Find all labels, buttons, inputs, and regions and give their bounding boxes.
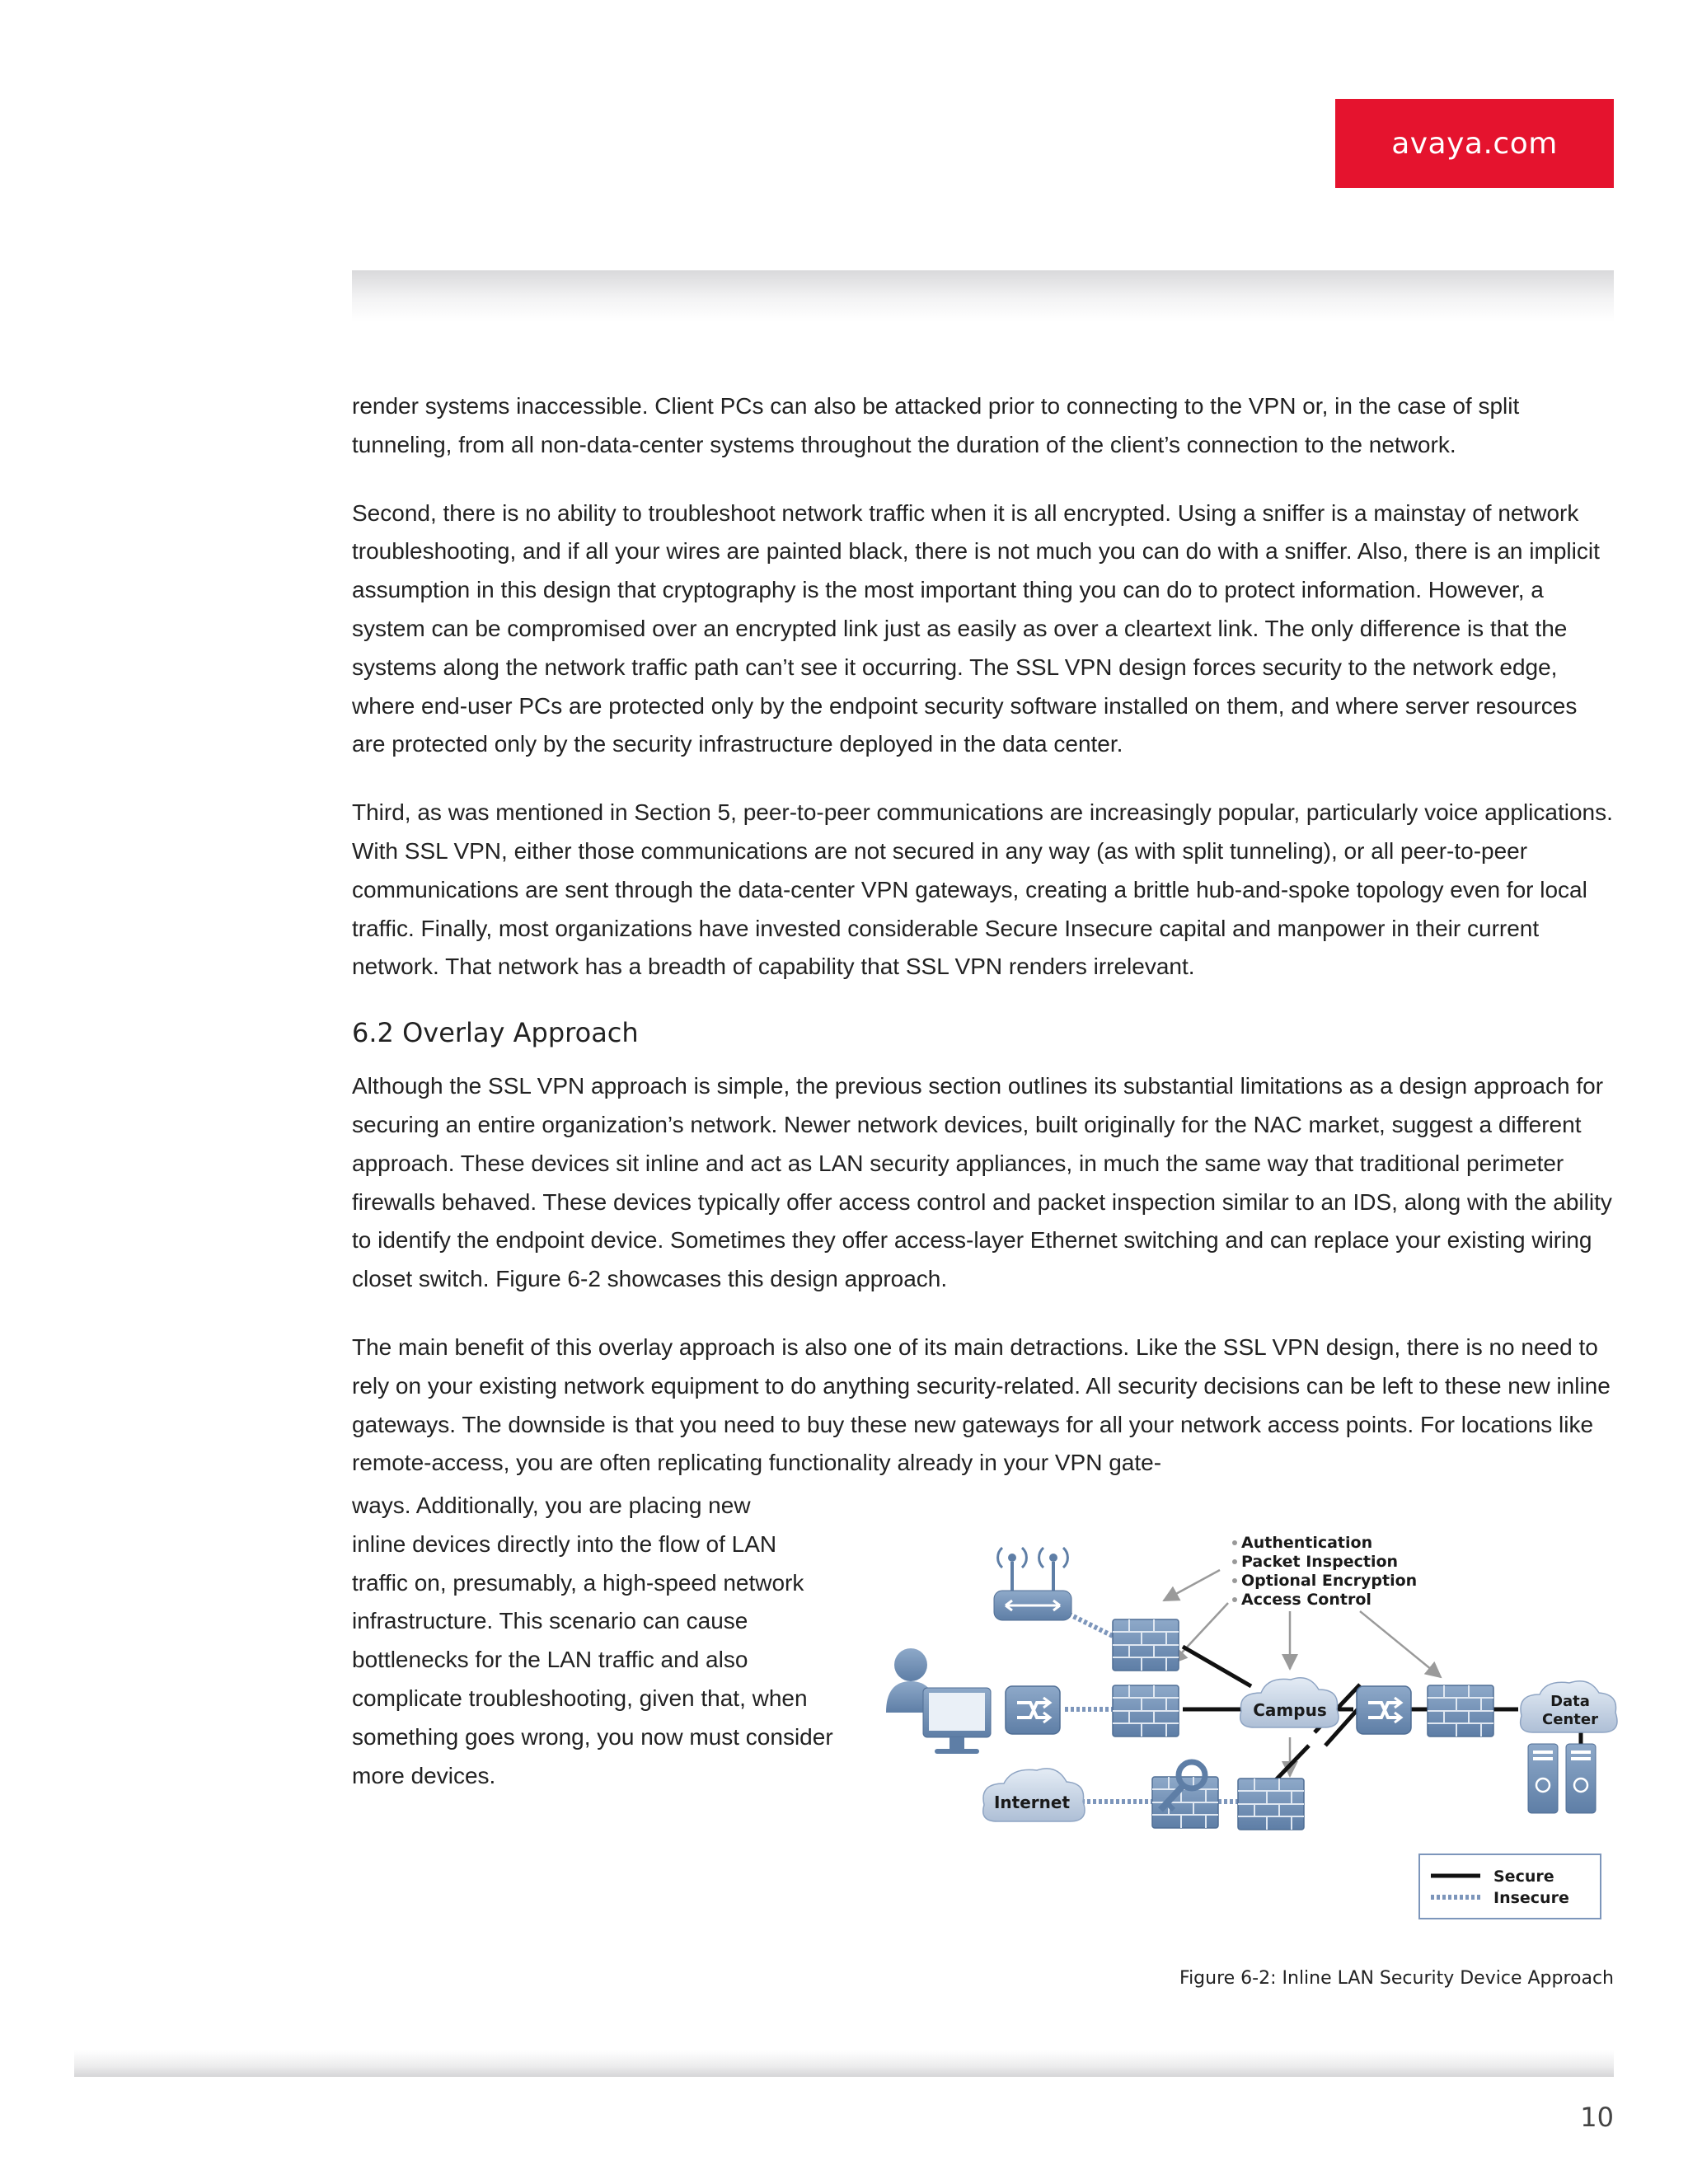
brand-label: avaya.com <box>1391 126 1558 161</box>
legend-insecure-label: Insecure <box>1493 1889 1569 1907</box>
legend <box>1419 1854 1601 1919</box>
main-text <box>352 387 1614 1483</box>
text-line: more devices. <box>352 1762 496 1788</box>
page-number: 10 <box>1580 2102 1614 2133</box>
header-band <box>352 270 1614 321</box>
paragraph: render systems inaccessible. Client PCs can also be attacked prior to connecting to the VPN or, in the case of split tunneling, from all non-data-center systems throughout the duration of the client’s connection to the network. <box>352 393 1520 457</box>
paragraph: Third, as was mentioned in Section 5, peer-to-peer communications are increasingly popular, particularly voice applications. With SSL VPN, either those communications are not secured in any way (as with split tunneling), or all peer-to-peer communications are sent through the data-center VPN gateways, creating a brittle hub-and-spoke topology even for local traffic. Finally, most organizations have invested considerable Secure Insecure capital and manpower in their current network. That network has a breadth of capability that SSL VPN renders irrelevant. <box>352 799 1613 980</box>
feature-label: Authentication <box>1241 1534 1373 1552</box>
network-diagram <box>874 1525 1624 1937</box>
wrapped-paragraph <box>352 1487 879 1795</box>
footer-band <box>74 2050 1614 2077</box>
text-line: something goes wrong, you now must consider <box>352 1723 833 1750</box>
internet-cloud <box>983 1769 1085 1821</box>
vpn-firewall-icon <box>1152 1762 1218 1828</box>
feature-label: Packet Inspection <box>1241 1553 1399 1571</box>
text-line: bottlenecks for the LAN traffic and also <box>352 1647 748 1673</box>
server-icon <box>1566 1744 1596 1813</box>
paragraph: Second, there is no ability to troubleshoot network traffic when it is all encrypted. Using a sniffer is a mainstay of network troubleshooting, and if all your wires are painted black, there is not much you can do with a sniffer. Also, there is an implicit assumption in this design that cryptography is the most important thing you can do to protect information. However, a system can be compromised over an encrypted link just as easily as over a cleartext link. The only difference is that the systems along the network traffic path can’t see it occurring. The SSL VPN design forces security to the network edge, where end-user PCs are protected only by the endpoint security software installed on them, and where server resources are protected only by the security infrastructure deployed in the data center. <box>352 499 1600 757</box>
firewall-icon <box>1238 1779 1304 1830</box>
data-center-label: Data <box>1550 1693 1590 1710</box>
paragraph: Although the SSL VPN approach is simple, the previous section outlines its substantial limitations as a design approach for securing an entire organization’s network. Newer network devices, built originally for the NAC market, suggest a different approach. These devices sit inline and act as LAN security appliances, in much the same way that traditional perimeter firewalls behaved. These devices typically offer access control and packet inspection similar to an IDS, along with the ability to identify the endpoint device. Sometimes they offer access-layer Ethernet switching and can replace your existing wiring closet switch. Figure 6-2 showcases this design approach. <box>352 1073 1612 1292</box>
figure-caption: Figure 6-2: Inline LAN Security Device Approach <box>1179 1968 1614 1989</box>
core-switch-icon <box>1357 1686 1411 1734</box>
data-center-cloud <box>1521 1681 1617 1732</box>
text-line: complicate troubleshooting, given that, when <box>352 1685 808 1711</box>
server-icon <box>1528 1744 1558 1813</box>
text-line: ways. Additionally, you are placing new <box>352 1493 751 1518</box>
feature-list <box>1232 1534 1417 1609</box>
firewall-icon <box>1113 1619 1179 1671</box>
feature-label: Optional Encryption <box>1241 1572 1418 1590</box>
text-line: inline devices directly into the flow of LAN <box>352 1530 777 1557</box>
campus-label: Campus <box>1253 1700 1327 1720</box>
internet-label: Internet <box>993 1793 1071 1812</box>
campus-cloud <box>1240 1678 1339 1727</box>
legend-secure-label: Secure <box>1493 1868 1554 1886</box>
user-pc-icon <box>886 1648 991 1754</box>
feature-label: Access Control <box>1241 1591 1372 1609</box>
section-heading: 6.2 Overlay Approach <box>352 1017 639 1049</box>
paragraph: The main benefit of this overlay approach is also one of its main detractions. Like the SSL VPN design, there is no need to rely on your existing network equipment to do anything security-related. All security decisions can be left to these new inline gateways. The downside is that you need to buy these new gateways for all your network access points. For locations like remote-access, you are often replicating functionality already in your VPN gate- <box>352 1333 1611 1476</box>
firewall-icon <box>1428 1685 1493 1736</box>
brand-logo-box[interactable] <box>1335 99 1614 188</box>
text-line: infrastructure. This scenario can cause <box>352 1608 748 1634</box>
text-line: traffic on, presumably, a high-speed network <box>352 1569 804 1596</box>
access-switch-icon <box>1006 1686 1060 1734</box>
wireless-router-icon <box>994 1548 1071 1620</box>
data-center-label: Center <box>1542 1711 1598 1728</box>
firewall-icon <box>1113 1685 1179 1736</box>
